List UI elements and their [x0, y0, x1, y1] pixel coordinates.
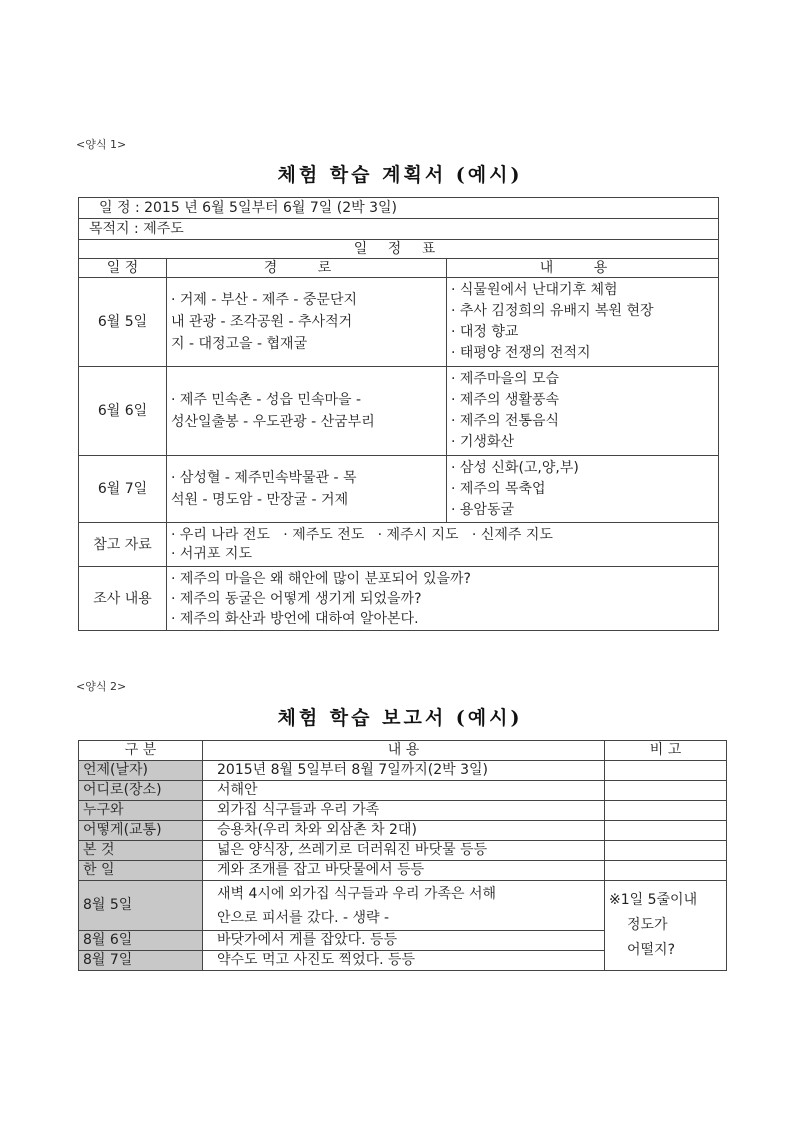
diary-line: 새벽 4시에 외가집 식구들과 우리 가족은 서해 [217, 885, 497, 902]
row-label: 누구와 [79, 801, 203, 821]
row-label: 언제(날자) [79, 761, 203, 781]
reference-row [79, 523, 719, 567]
row-remarks [605, 761, 727, 781]
report-table [78, 740, 727, 971]
row-remarks [605, 841, 727, 861]
research-content [167, 567, 719, 631]
route-line: 석원 - 명도암 - 만장굴 - 거제 [171, 492, 349, 508]
reference-content [167, 523, 719, 567]
col-header-content: 내 용 [447, 259, 719, 278]
diary-content: 약수도 먹고 사진도 찍었다. 등등 [203, 951, 605, 971]
row-content: 2015년 8월 5일부터 8월 7일까지(2박 3일) [203, 761, 605, 781]
content-line: · 제주의 목축업 [451, 480, 546, 497]
header-remarks: 비 고 [605, 741, 727, 761]
row-content: 승용차(우리 차와 외삼촌 차 2대) [203, 821, 605, 841]
row-label: 본 것 [79, 841, 203, 861]
day-row [79, 456, 719, 523]
research-line: · 제주의 동굴은 어떻게 생기게 되었을까? [171, 590, 422, 607]
form1-title: 체험 학습 계획서 (예시) [277, 164, 523, 186]
row-label: 어디로(장소) [79, 781, 203, 801]
content-line: · 대정 향교 [451, 324, 519, 340]
research-line: · 제주의 화산과 방언에 대하여 알아본다. [171, 610, 419, 627]
day-content [447, 278, 719, 367]
day-date: 6월 6일 [79, 367, 167, 456]
route-line: 지 - 대정고을 - 협재굴 [171, 336, 308, 352]
row-content: 서해안 [203, 781, 605, 801]
research-line: · 제주의 마을은 왜 해안에 많이 분포되어 있을까? [171, 570, 471, 587]
row-remarks [605, 821, 727, 841]
row-content: 외가집 식구들과 우리 가족 [203, 801, 605, 821]
route-line: 성산일출봉 - 우도관광 - 산굼부리 [171, 414, 375, 430]
diary-line: 안으로 피서를 갔다. - 생략 - [217, 909, 390, 926]
form2-title: 체험 학습 보고서 (예시) [277, 707, 523, 729]
table-header-row [79, 240, 719, 259]
reference-label: 참고 자료 [79, 523, 167, 567]
schedule-text: 일 정 : 2015 년 6월 5일부터 6월 7일 (2박 3일) [79, 198, 719, 219]
day-row [79, 278, 719, 367]
content-line: · 기생화산 [451, 434, 514, 450]
row-label: 어떻게(교통) [79, 821, 203, 841]
content-line: · 태평양 전쟁의 전적지 [451, 345, 591, 361]
remarks-note [605, 881, 727, 971]
reference-line: · 우리 나라 전도 · 제주도 전도 · 제주시 지도 · 신제주 지도 [171, 526, 553, 543]
form1-label: <양식 1> [76, 138, 127, 151]
content-line: · 식물원에서 난대기후 체험 [451, 282, 618, 298]
report-row [79, 861, 727, 881]
report-row [79, 781, 727, 801]
day-route [167, 456, 447, 523]
report-row [79, 821, 727, 841]
destination-text: 목적지 : 제주도 [79, 219, 719, 240]
content-line: · 용암동굴 [451, 501, 514, 518]
content-line: · 추사 김정희의 유배지 복원 현장 [451, 303, 654, 319]
day-date: 6월 7일 [79, 456, 167, 523]
col-header-route: 경 로 [167, 259, 447, 278]
row-remarks [605, 861, 727, 881]
content-line: · 제주의 생활풍속 [451, 392, 560, 408]
row-content: 넓은 양식장, 쓰레기로 더러워진 바닷물 등등 [203, 841, 605, 861]
diary-content: 바닷가에서 게를 잡았다. 등등 [203, 931, 605, 951]
day-content [447, 367, 719, 456]
content-line: · 제주마을의 모습 [451, 371, 560, 387]
col-header-date: 일 정 [79, 259, 167, 278]
day-content [447, 456, 719, 523]
row-content: 게와 조개를 잡고 바닷물에서 등등 [203, 861, 605, 881]
schedule-table-header: 일 정 표 [79, 240, 719, 259]
route-line: · 삼성혈 - 제주민속박물관 - 목 [171, 470, 357, 486]
schedule-row [79, 198, 719, 219]
report-row [79, 761, 727, 781]
report-row [79, 841, 727, 861]
research-row [79, 567, 719, 631]
note-line: ※1일 5줄이내 [609, 892, 698, 908]
header-category: 구 분 [79, 741, 203, 761]
header-content: 내 용 [203, 741, 605, 761]
diary-content [203, 881, 605, 931]
diary-date: 8월 7일 [79, 951, 203, 971]
row-label: 한 일 [79, 861, 203, 881]
plan-table [78, 197, 719, 631]
research-label: 조사 내용 [79, 567, 167, 631]
day-route [167, 367, 447, 456]
route-line: · 거제 - 부산 - 제주 - 중문단지 [171, 292, 357, 308]
form2-label: <양식 2> [76, 680, 127, 693]
row-remarks [605, 781, 727, 801]
diary-date: 8월 5일 [79, 881, 203, 931]
row-remarks [605, 801, 727, 821]
day-route [167, 278, 447, 367]
route-line: · 제주 민속촌 - 성읍 민속마을 - [171, 392, 362, 408]
day-row [79, 367, 719, 456]
diary-date: 8월 6일 [79, 931, 203, 951]
note-line: 정도가 [627, 917, 668, 933]
column-header-row [79, 259, 719, 278]
content-line: · 제주의 전통음식 [451, 413, 560, 429]
report-row [79, 801, 727, 821]
reference-line: · 서귀포 지도 [171, 545, 252, 562]
content-line: · 삼성 신화(고,양,부) [451, 459, 579, 476]
report-header-row [79, 741, 727, 761]
route-line: 내 관광 - 조각공원 - 추사적거 [171, 314, 353, 330]
diary-row [79, 881, 727, 931]
day-date: 6월 5일 [79, 278, 167, 367]
note-line: 어떨지? [627, 942, 676, 958]
destination-row [79, 219, 719, 240]
